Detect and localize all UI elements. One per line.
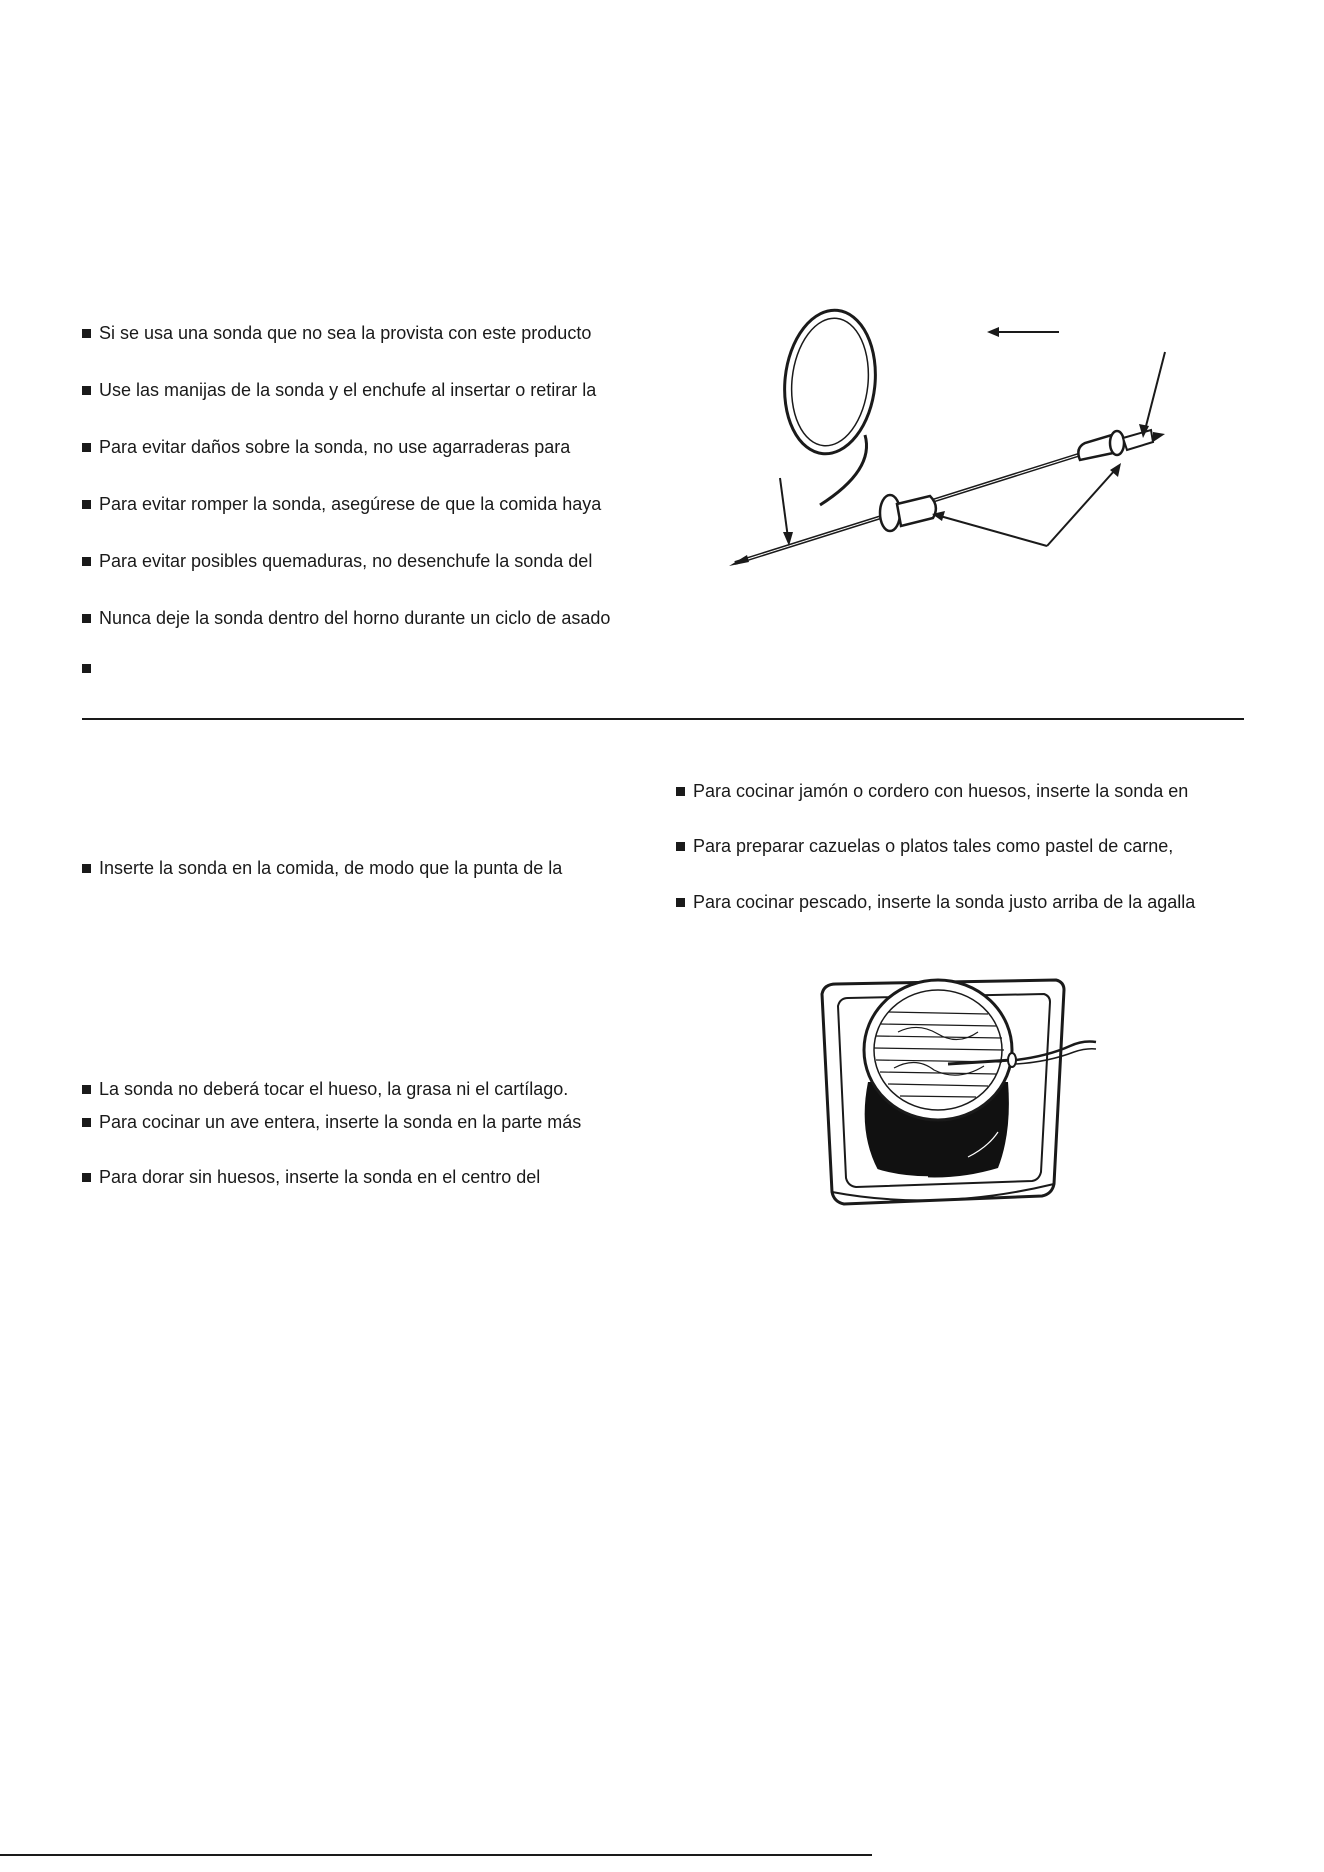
square-bullet-icon: [82, 386, 91, 395]
square-bullet-icon: [82, 664, 91, 673]
square-bullet-icon: [676, 898, 685, 907]
square-bullet-icon: [676, 787, 685, 796]
list-item: La sonda no deberá tocar el hueso, la grasa ni el cartílago.: [82, 1078, 568, 1100]
footer-rule: [0, 1854, 872, 1856]
probe-illustration: [725, 300, 1185, 600]
list-item: Para dorar sin huesos, inserte la sonda en el centro del: [82, 1166, 540, 1188]
square-bullet-icon: [82, 1173, 91, 1182]
list-item: Para evitar romper la sonda, asegúrese de que la comida haya: [82, 493, 601, 515]
square-bullet-icon: [82, 1118, 91, 1127]
list-item: Para cocinar un ave entera, inserte la sonda en la parte más: [82, 1111, 581, 1133]
list-item: Si se usa una sonda que no sea la provista con este producto: [82, 322, 591, 344]
square-bullet-icon: [82, 1085, 91, 1094]
square-bullet-icon: [82, 864, 91, 873]
list-item: Nunca deje la sonda dentro del horno durante un ciclo de asado: [82, 607, 610, 629]
section-divider: [82, 718, 1244, 720]
list-item: Use las manijas de la sonda y el enchufe al insertar o retirar la: [82, 379, 596, 401]
list-item: Para evitar daños sobre la sonda, no use agarraderas para: [82, 436, 570, 458]
list-item: Para evitar posibles quemaduras, no desenchufe la sonda del: [82, 550, 592, 572]
list-item: Inserte la sonda en la comida, de modo que la punta de la: [82, 857, 562, 879]
square-bullet-icon: [82, 614, 91, 623]
roast-in-pan-illustration: [798, 972, 1098, 1222]
square-bullet-icon: [82, 557, 91, 566]
list-item: Para preparar cazuelas o platos tales como pastel de carne,: [676, 835, 1173, 857]
square-bullet-icon: [82, 329, 91, 338]
list-item: Para cocinar jamón o cordero con huesos, inserte la sonda en: [676, 780, 1188, 802]
list-item: [82, 664, 99, 673]
list-item: Para cocinar pescado, inserte la sonda justo arriba de la agalla: [676, 891, 1195, 913]
square-bullet-icon: [676, 842, 685, 851]
square-bullet-icon: [82, 443, 91, 452]
square-bullet-icon: [82, 500, 91, 509]
